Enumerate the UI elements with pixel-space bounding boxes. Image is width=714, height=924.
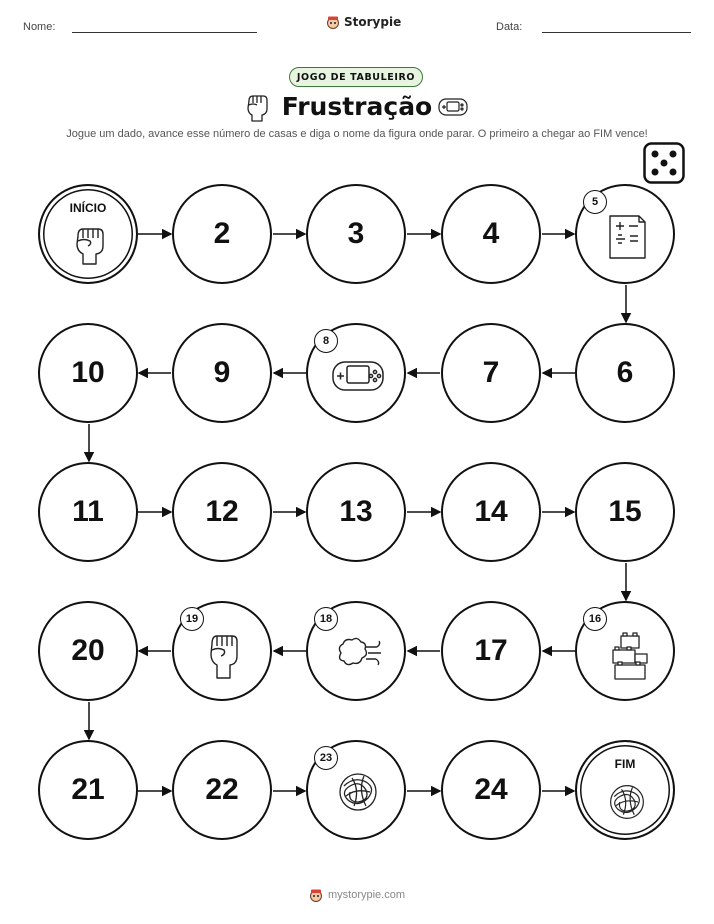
cell-number: 7 [482,356,500,389]
tangled-yarn-icon [607,782,647,822]
start-label: INÍCIO [69,201,107,215]
cell-number-badge: 18 [314,607,338,631]
board-cell-17[interactable] [441,601,541,701]
date-label: Data: [496,21,523,33]
board-cell-9[interactable] [172,323,272,423]
board-cell-start[interactable] [38,184,138,284]
board-cell-22[interactable] [172,740,272,840]
cell-number: 4 [482,217,500,250]
cell-number-badge: 23 [314,746,338,770]
board-cell-15[interactable] [575,462,675,562]
name-label: Nome: [23,21,56,33]
cell-number-badge: 19 [180,607,204,631]
tangled-yarn-icon [336,770,380,814]
board-cell-24[interactable] [441,740,541,840]
board-cell-13[interactable] [306,462,406,562]
board-cell-20[interactable] [38,601,138,701]
board-cell-14[interactable] [441,462,541,562]
board-cell-12[interactable] [172,462,272,562]
cell-number: 24 [474,773,508,806]
board-cell-10[interactable] [38,323,138,423]
brand-name: Storypie [344,15,402,29]
cell-number-badge: 8 [314,329,338,353]
cell-number: 13 [339,495,373,528]
building-blocks-icon [609,630,649,682]
cell-number: 2 [213,217,231,250]
cell-number: 9 [213,356,231,389]
board-cell-2[interactable] [172,184,272,284]
board-cell-7[interactable] [441,323,541,423]
fist-icon [204,630,244,680]
title-text: Frustração [281,92,433,121]
board-cell-end[interactable] [575,740,675,840]
sigh-puff-icon [335,635,383,673]
cell-number: 10 [71,356,105,389]
game-controller-icon [331,358,385,394]
game-type-badge: JOGO DE TABULEIRO [289,67,423,87]
cell-number: 22 [205,773,239,806]
board-cell-21[interactable] [38,740,138,840]
board-cell-3[interactable] [306,184,406,284]
cell-number: 11 [72,495,104,528]
math-worksheet-icon [605,212,651,262]
cell-number-badge: 5 [583,190,607,214]
cell-number: 15 [608,495,642,528]
board-cell-6[interactable] [575,323,675,423]
cell-number: 3 [347,217,365,250]
footer-site-link[interactable]: mystorypie.com [327,889,406,901]
cell-number: 17 [474,634,508,667]
cell-number: 21 [71,773,105,806]
footer [0,888,714,902]
cell-number: 12 [205,495,239,528]
board-cell-11[interactable] [38,462,138,562]
instructions: Jogue um dado, avance esse número de casas e diga o nome da figura onde parar. O primeiro a chegar ao FIM vence! [66,128,648,140]
cell-number: 6 [616,356,634,389]
cell-number-badge: 16 [583,607,607,631]
end-label: FIM [614,757,636,771]
storypie-mascot-icon [309,888,323,902]
cell-number: 20 [71,634,105,667]
fist-icon [70,222,110,266]
cell-number: 14 [474,495,508,528]
board-cell-4[interactable] [441,184,541,284]
